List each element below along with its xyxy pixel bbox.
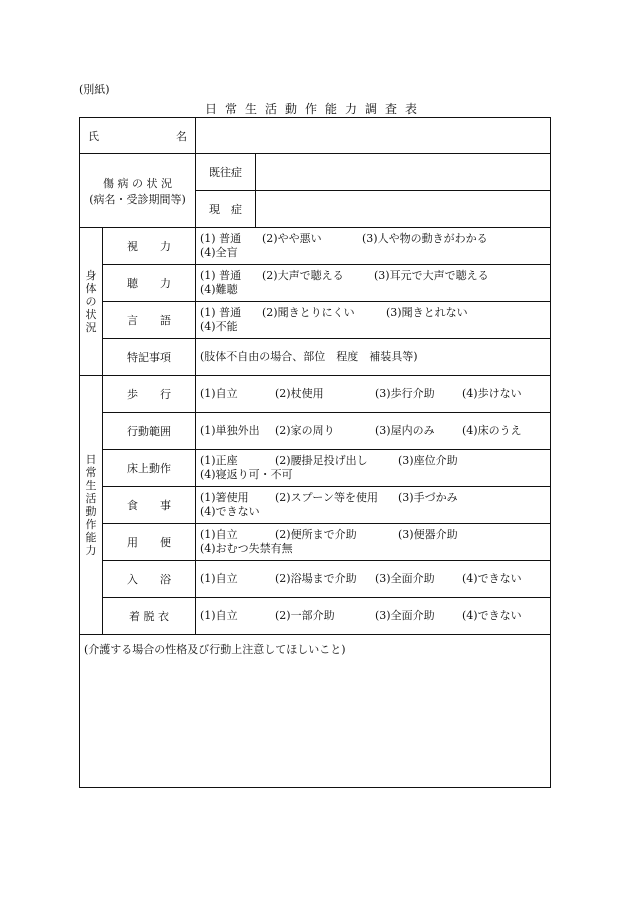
options-cell[interactable]: [196, 302, 551, 339]
physical-group-char: の: [85, 295, 97, 308]
adl-row: [80, 487, 551, 524]
name-label-left: 氏: [88, 129, 99, 143]
adl-row: [80, 598, 551, 635]
row-label: 言 語: [103, 302, 196, 339]
option[interactable]: (3)屋内のみ: [375, 424, 435, 437]
option[interactable]: (2)一部介助: [275, 609, 335, 622]
page-title: 日常生活動作能力調査表: [204, 102, 425, 116]
adl-group-char: 常: [85, 466, 97, 479]
physical-group-char: 状: [85, 308, 97, 321]
physical-group-char: 体: [85, 282, 97, 295]
remarks-cell[interactable]: [196, 339, 551, 376]
row-label: 食 事: [103, 487, 196, 524]
option[interactable]: (3)全面介助: [375, 609, 435, 622]
adl-group-char: 日: [85, 453, 97, 466]
options-cell[interactable]: [196, 524, 551, 561]
option[interactable]: (1) 普通: [200, 269, 242, 282]
adl-group-char: 生: [85, 479, 97, 492]
current-illness-field[interactable]: [256, 191, 551, 228]
current-illness-label: 現 症: [196, 191, 256, 228]
options-cell[interactable]: [196, 598, 551, 635]
option[interactable]: (3)便器介助: [398, 528, 458, 541]
option[interactable]: (1) 普通: [200, 306, 242, 319]
name-label: [80, 118, 196, 154]
adl-group-char: 作: [85, 518, 97, 531]
remarks-hint: (肢体不自由の場合、部位 程度 補装具等): [200, 350, 418, 363]
option[interactable]: (4)できない: [462, 609, 522, 622]
adl-group-label: [80, 376, 103, 635]
row-label: 聴 力: [103, 265, 196, 302]
option[interactable]: (1)箸使用: [200, 491, 249, 504]
row-label: 特記事項: [103, 339, 196, 376]
row-label: 用 便: [103, 524, 196, 561]
option[interactable]: (2)杖使用: [275, 387, 324, 400]
physical-row: [80, 265, 551, 302]
option[interactable]: (4)全盲: [200, 246, 238, 259]
past-illness-row: [80, 154, 551, 191]
options-cell[interactable]: [196, 265, 551, 302]
adl-group-char: 動: [85, 505, 97, 518]
survey-table: [79, 117, 551, 788]
attachment-note: (別紙): [79, 83, 110, 96]
adl-row: [80, 376, 551, 413]
option[interactable]: (1)自立: [200, 387, 238, 400]
option[interactable]: (2)スプーン等を使用: [275, 491, 379, 504]
option[interactable]: (1)自立: [200, 609, 238, 622]
physical-group-char: 況: [85, 321, 97, 334]
adl-row: [80, 524, 551, 561]
name-field[interactable]: [196, 118, 551, 154]
option[interactable]: (3)人や物の動きがわかる: [362, 232, 488, 245]
option[interactable]: (4)寝返り可・不可: [200, 468, 293, 481]
option[interactable]: (2)聞きとりにくい: [262, 306, 355, 319]
option[interactable]: (1)自立: [200, 572, 238, 585]
options-cell[interactable]: [196, 487, 551, 524]
options-cell[interactable]: [196, 561, 551, 598]
option[interactable]: (2)大声で聴える: [262, 269, 344, 282]
option[interactable]: (1)単独外出: [200, 424, 260, 437]
option[interactable]: (2)浴場まで介助: [275, 572, 357, 585]
physical-row: [80, 339, 551, 376]
adl-row: [80, 450, 551, 487]
name-label-right: 名: [176, 129, 187, 143]
row-label: 行動範囲: [103, 413, 196, 450]
option[interactable]: (4)難聴: [200, 283, 238, 296]
memo-row: [80, 635, 551, 788]
physical-row: [80, 228, 551, 265]
option[interactable]: (4)できない: [462, 572, 522, 585]
option[interactable]: (4)不能: [200, 320, 238, 333]
option[interactable]: (3)座位介助: [398, 454, 458, 467]
disease-label-line1: 傷 病 の 状 況: [103, 176, 172, 190]
physical-row: [80, 302, 551, 339]
adl-group-char: 活: [85, 492, 97, 505]
option[interactable]: (4)できない: [200, 505, 260, 518]
adl-group-char: 能: [85, 531, 97, 544]
row-label: 視 力: [103, 228, 196, 265]
memo-field[interactable]: [80, 635, 551, 788]
past-illness-field[interactable]: [256, 154, 551, 191]
row-label: 歩 行: [103, 376, 196, 413]
physical-group-char: 身: [85, 269, 97, 282]
name-row: [80, 118, 551, 154]
option[interactable]: (2)家の周り: [275, 424, 335, 437]
option[interactable]: (3)歩行介助: [375, 387, 435, 400]
physical-group-label: [80, 228, 103, 376]
option[interactable]: (3)耳元で大声で聴える: [374, 269, 489, 282]
option[interactable]: (4)おむつ失禁有無: [200, 542, 293, 555]
option[interactable]: (1) 普通: [200, 232, 242, 245]
row-label: 入 浴: [103, 561, 196, 598]
disease-label: [80, 154, 196, 228]
options-cell[interactable]: [196, 450, 551, 487]
option[interactable]: (4)歩けない: [462, 387, 522, 400]
options-cell[interactable]: [196, 228, 551, 265]
memo-label: (介護する場合の性格及び行動上注意してほしいこと): [84, 643, 346, 656]
adl-row: [80, 561, 551, 598]
adl-group-char: 力: [85, 544, 97, 557]
disease-label-line2: (病名・受診期間等): [89, 192, 186, 206]
option[interactable]: (2)便所まで介助: [275, 528, 357, 541]
option[interactable]: (4)床のうえ: [462, 424, 522, 437]
option[interactable]: (3)全面介助: [375, 572, 435, 585]
past-illness-label: 既往症: [196, 154, 256, 191]
option[interactable]: (1)正座: [200, 454, 238, 467]
option[interactable]: (3)手づかみ: [398, 491, 458, 504]
row-label: 床上動作: [103, 450, 196, 487]
option[interactable]: (1)自立: [200, 528, 238, 541]
option[interactable]: (2)腰掛足投げ出し: [275, 454, 368, 467]
option[interactable]: (2)やや悪い: [262, 232, 322, 245]
row-label: 着 脱 衣: [103, 598, 196, 635]
options-cell[interactable]: [196, 413, 551, 450]
option[interactable]: (3)聞きとれない: [386, 306, 468, 319]
options-cell[interactable]: [196, 376, 551, 413]
adl-row: [80, 413, 551, 450]
